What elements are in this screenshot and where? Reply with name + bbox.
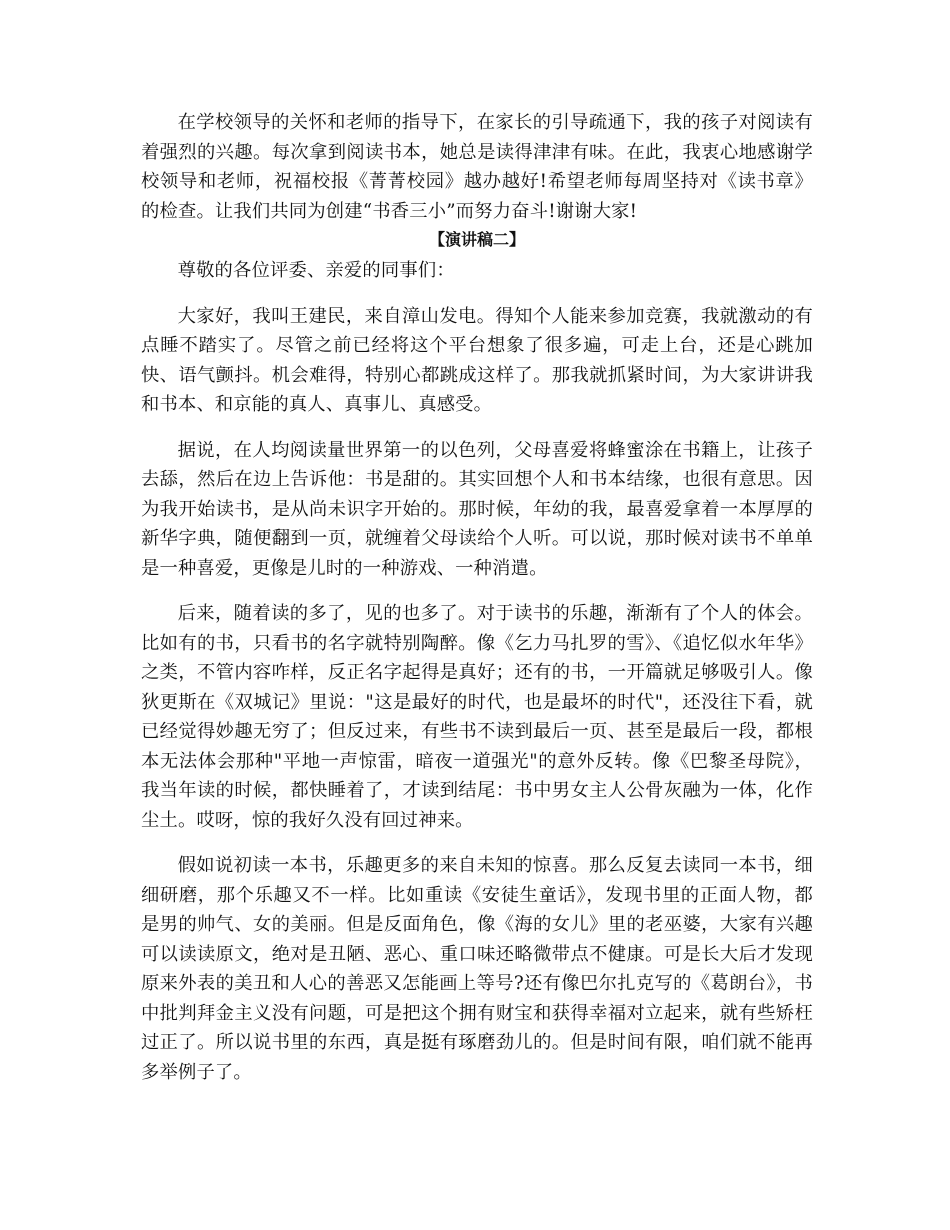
paragraph-4: 后来，随着读的多了，见的也多了。对于读书的乐趣，渐渐有了个人的体会。比如有的书，只看书的名字就特别陶醉。像《乞力马扎罗的雪》、《追忆似水年华》之类，不管内容咋样，反正名字起得是真好；还有的书，一开篇就足够吸引人。像狄更斯在《双城记》里说："这是最好的时代，也是最坏的时代"，还没往下看，就已经觉得妙趣无穷了；但反过来，有些书不读到最后一页、甚至是最后一段，都根本无法体会那种"平地一声惊雷，暗夜一道强光"的意外反转。像《巴黎圣母院》，我当年读的时候，都快睡着了，才读到结尾：书中男女主人公骨灰融为一体，化作尘土。哎呀，惊的我好久没有回过神来。 bbox=[141, 603, 813, 831]
section-heading: 【演讲稿二】 bbox=[428, 230, 525, 249]
paragraph-2: 大家好，我叫王建民，来自漳山发电。得知个人能来参加竞赛，我就激动的有点睡不踏实了。尽管之前已经将这个平台想象了很多遍，可走上台，还是心跳加快、语气颤抖。机会难得，特别心都跳成这样了。那我就抓紧时间，为大家讲讲我和书本、和京能的真人、真事儿、真感受。 bbox=[141, 305, 813, 415]
paragraph-3: 据说，在人均阅读量世界第一的以色列，父母喜爱将蜂蜜涂在书籍上，让孩子去舔，然后在边上告诉他：书是甜的。其实回想个人和书本结缘，也很有意思。因为我开始读书，是从尚未识字开始的。那时候，年幼的我，最喜爱拿着一本厚厚的新华字典，随便翻到一页，就缠着父母读给个人听。可以说，那时候对读书不单单是一种喜爱，更像是儿时的一种游戏、一种消遣。 bbox=[141, 439, 813, 579]
salutation: 尊敬的各位评委、亲爱的同事们： bbox=[177, 260, 455, 281]
paragraph-5: 假如说初读一本书，乐趣更多的来自未知的惊喜。那么反复去读同一本书，细细研磨，那个乐趣又不一样。比如重读《安徒生童话》，发现书里的正面人物，都是男的帅气、女的美丽。但是反面角色，像《海的女儿》里的老巫婆，大家有兴趣可以读读原文，绝对是丑陋、恶心、重口味还略微带点不健康。可是长大后才发现原来外表的美丑和人心的善恶又怎能画上等号?还有像巴尔扎克写的《葛朗台》，书中批判拜金主义没有问题，可是把这个拥有财宝和获得幸福对立起来，就有些矫枉过正了。所以说书里的东西，真是挺有琢磨劲儿的。但是时间有限，咱们就不能再多举例子了。 bbox=[141, 855, 813, 1083]
paragraph-1: 在学校领导的关怀和老师的指导下，在家长的引导疏通下，我的孩子对阅读有着强烈的兴趣。每次拿到阅读书本，她总是读得津津有味。在此，我衷心地感谢学校领导和老师，祝福校报《菁菁校园》越办越好!希望老师每周坚持对《读书章》的检查。让我们共同为创建“书香三小”而努力奋斗!谢谢大家! bbox=[141, 112, 813, 222]
document-page bbox=[141, 108, 813, 1087]
